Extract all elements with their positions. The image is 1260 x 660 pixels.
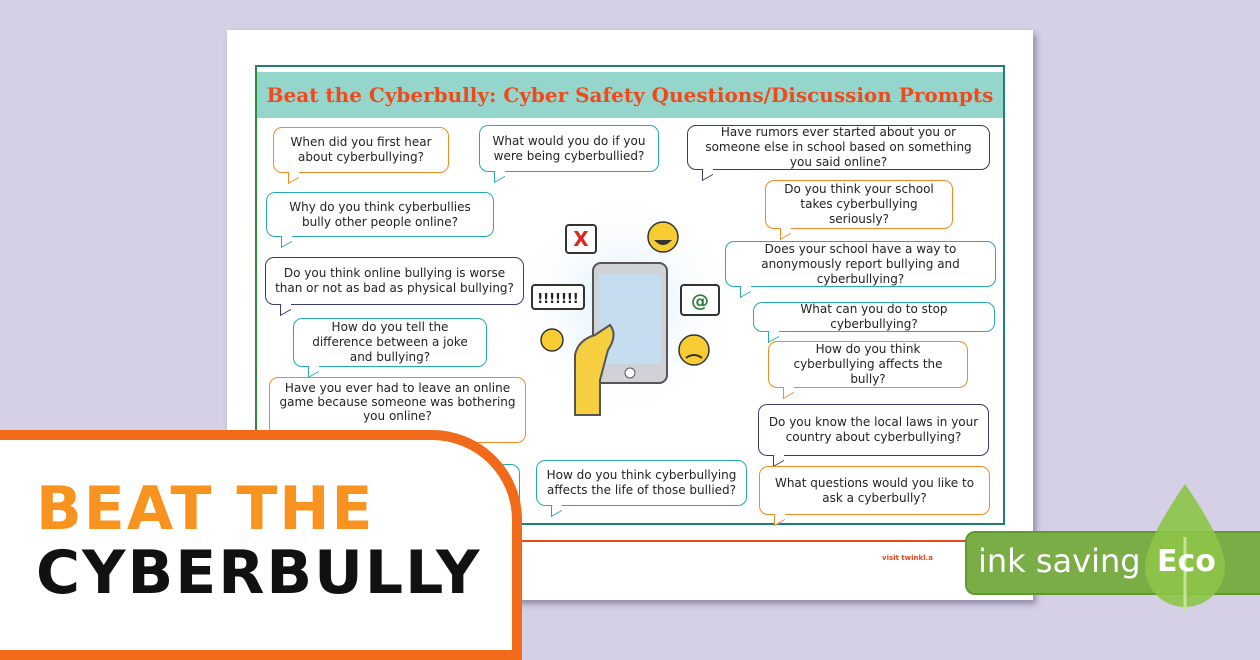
prompt-bubble: Have you ever had to leave an online game because someone was bothering you online? bbox=[269, 377, 526, 443]
footer-link: visit twinkl.a bbox=[882, 554, 933, 562]
prompt-bubble: What questions would you like to ask a cyberbully? bbox=[759, 466, 990, 515]
x-icon: X bbox=[573, 227, 589, 251]
prompt-bubble: How do you tell the difference between a joke and bullying? bbox=[293, 318, 487, 367]
banner-line-2: CYBERBULLY bbox=[36, 538, 482, 608]
prompt-bubble: Do you know the local laws in your country about cyberbullying? bbox=[758, 404, 989, 456]
prompt-bubble: What can you do to stop cyberbullying? bbox=[753, 302, 995, 332]
prompt-bubble: When did you first hear about cyberbullying? bbox=[273, 127, 449, 173]
worksheet-title: Beat the Cyberbully: Cyber Safety Questions/Discussion Prompts bbox=[257, 72, 1003, 118]
prompt-bubble: What would you do if you were being cyberbullied? bbox=[479, 125, 659, 172]
at-icon: @ bbox=[691, 291, 709, 312]
prompt-bubble: How do you think cyberbullying affects the life of those bullied? bbox=[536, 460, 747, 506]
banner-line-1: BEAT THE bbox=[36, 474, 375, 544]
exclamation-icon: !!!!!!! bbox=[537, 292, 579, 307]
angry-emoji-icon bbox=[679, 335, 709, 365]
phone-illustration bbox=[500, 175, 740, 435]
eco-label: Eco bbox=[1157, 544, 1216, 579]
prompt-bubble: Have rumors ever started about you or someone else in school based on something you said online? bbox=[687, 125, 990, 170]
crying-emoji-icon bbox=[541, 329, 563, 351]
prompt-bubble: Do you think your school takes cyberbullying seriously? bbox=[765, 180, 953, 229]
prompt-bubble: Why do you think cyberbullies bully other people online? bbox=[266, 192, 494, 237]
prompt-bubble: Does your school have a way to anonymously report bullying and cyberbullying? bbox=[725, 241, 996, 287]
laughing-emoji-icon bbox=[648, 222, 678, 252]
prompt-bubble: Do you think online bullying is worse than or not as bad as physical bullying? bbox=[265, 257, 524, 305]
prompt-bubble: How do you think cyberbullying affects the bully? bbox=[768, 341, 968, 388]
ink-saving-label: ink saving bbox=[978, 542, 1141, 580]
